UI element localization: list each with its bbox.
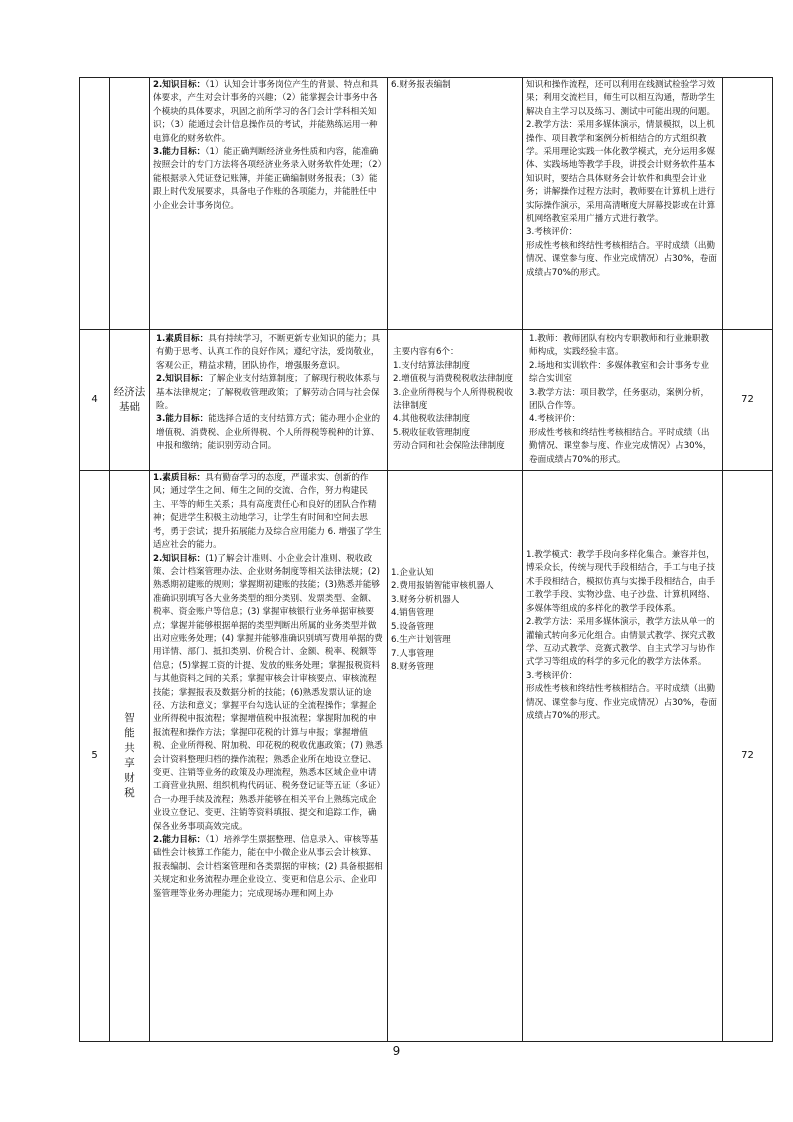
content-item: 8.财务管理 — [391, 661, 434, 672]
goal-item — [156, 333, 381, 373]
goal-text: （1）能正确判断经济业务性质和内容，能准确按照会计的专门方法将各项经济业务录入财务软件处理；（2）能根据录入凭证登记账簿，并能正确编制财务报表；（3）能跟上时代发展要求，具备电子作账的各项能力，并能胜任中小企业会计事务岗位。 — [153, 147, 382, 211]
goal-text: （1）培养学生票据整理、信息录入、审核等基础性会计核算工作能力，能在中小微企业从事云会计核算、报表编制、会计档案管理和各类票据的审核；(2) 具备根据相关规定和业务流程办理企业设立、变更和信息公示、企业印鉴管理等业务办理能力；完成现场办理和网上办 — [153, 835, 383, 899]
course-name: 经济法基础 — [110, 330, 150, 471]
goal-text: (1)了解会计准则、小企业会计准则、税收政策、会计档案管理办法、企业财务制度等相关法律法规；(2)熟悉期初建账的规则；掌握期初建账的技能；(3)熟悉并能够准确识别填写各大业务类型的细分类别、发票类型、金额、税率、资金账户等信息；(3) 掌握审核银行业务单据审核要点；掌握并能够根据单据的类型判断出所属的业务类型并做出对应账务处理；(4) 掌握并能够准确识别填写费用单据的费用详情、部门、抵扣类别、价税合计、金额、税率、税额等信息；(5)掌握工资的计提、发放的账务处理；掌握报税资料与其他资料之间的关系；掌握审核会计审核要点、审核流程技能；掌握报表及数据分析的技能；(6)熟悉发票认证的途径、方法和意义；掌握平台勾选认证的全流程操作；掌握企业所得税申报流程；掌握增值税申报流程；掌握附加税的申报流程和操作方法；掌握印花税的计算与申报；掌握增值税、企业所得税、附加税、印花税的税收优惠政策；(7) 熟悉会计资料整理归档的操作流程；熟悉企业所在地设立登记、变更、注销等业务的政策及办理流程，熟悉本区域企业申请工商营业执照、组织机构代码证、税务登记证等五证（多证）合一办理手续及流程；熟悉并能够在相关平台上熟练完成企业设立登记、变更、注销等资料填报、提交和追踪工作，确保各业务事项高效完成。 — [153, 553, 383, 832]
table-row — [80, 471, 773, 1042]
goals-cell — [150, 471, 388, 1042]
row-index — [80, 78, 110, 330]
content-item: 劳动合同和社会保险法律制度 — [393, 441, 505, 452]
content-item: 7.人事管理 — [391, 648, 434, 659]
goal-lead: 2.知识目标： — [156, 374, 209, 385]
content-item: 3.企业所得税与个人所得税税收法律制度 — [393, 387, 513, 412]
goal-item — [153, 834, 384, 901]
goal-text: （1）认知会计事务岗位产生的背景、特点和具体要求，产生对会计事务的兴趣；（2）能掌握会计事务中各个模块的具体要求，巩固之前所学习的各门会计学科相关知识；（3）能通过会计信息操作员的考试，并能熟练运用一种电算化的财务软件。 — [153, 80, 379, 144]
content-item: 3.财务分析机器人 — [391, 594, 460, 605]
goal-lead: 1.素质目标： — [153, 473, 206, 484]
row-index: 5 — [80, 471, 110, 1042]
table-row — [80, 78, 773, 330]
goal-item — [153, 472, 384, 552]
goal-lead: 2.知识目标： — [153, 553, 206, 564]
goal-text: 能选择合适的支付结算方式；能办理小企业的增值税、消费税、企业所得税、个人所得税等税种的计算、申报和缴纳；能识别劳动合同。 — [156, 414, 381, 452]
goal-item — [156, 413, 381, 453]
content-cell — [388, 78, 523, 330]
methods-cell: 知识和操作流程，还可以利用在线测试检验学习效果；利用交流栏目，师生可以相互沟通，帮助学生解决自主学习以及练习、测试中可能出现的问题。 2.教学方法：采用多媒体演示，情景模拟，以上机操作、项目教学和案例分析相结合的方式组织教学。采用理论实践一体化教学模式，充分运用多媒体、实践场地等教学手段，讲授会计财务软件基本知识时，要结合具体财务会计软件和典型会计业务；讲解操作过程方法时，教师要在计算机上进行实际操作演示，采用高清晰度大屏幕投影或在计算机网络教室采用广播方式进行教学。 3.考核评价： 形成性考核和终结性考核相结合。平时成绩（出勤情况、课堂参与度、作业完成情况）占30%，卷面成绩占70%的形式。 — [523, 78, 723, 330]
methods-cell: 1.教学模式：教学手段向多样化集合。兼容并包，博采众长，传统与现代手段相结合，手工与电子技术手段相结合，模拟仿真与实操手段相结合，由手工教学手段、实物沙盘、电子沙盘、计算机网络、多媒体等组成的多样化的教学手段体系。 2.教学方法：采用多媒体演示，教学方法从单一的灌输式转向多元化组合。由情景式教学、探究式教学、互动式教学、竞赛式教学、自主式学习与协作式学习等组成的科学的多元化的教学方法体系。 3.考核评价： 形成性考核和终结性考核相结合。平时成绩（出勤情况、课堂参与度、作业完成情况）占30%，卷面成绩占70%的形式。 — [523, 471, 723, 1042]
goal-lead: 1.素质目标： — [156, 334, 209, 344]
goal-item — [153, 146, 384, 213]
goal-text: 具有勤奋学习的态度，严谨求实、创新的作风；通过学生之间、师生之间的交流、合作，努力构建民主、平等的师生关系；具有高度责任心和良好的团队合作精神；促进学生积极主动地学习，让学生有时间和空间去思考，勇于尝试；提升拓展能力及综合应用能力 6. 增强了学生适应社会的能力。 — [153, 473, 382, 551]
goal-text: 具有持续学习，不断更新专业知识的能力；具有勤于思考、认真工作的良好作风；遵纪守法，爱岗敬业，客观公正，精益求精，团队协作，增强服务意识。 — [156, 334, 381, 371]
content-item: 6.生产计划管理 — [391, 635, 451, 646]
goal-item — [156, 373, 381, 413]
goal-lead: 3.能力目标： — [156, 414, 209, 425]
content-item: 2.费用报销智能审核机器人 — [391, 581, 494, 592]
hours-cell: 72 — [723, 330, 773, 471]
content-item: 主要内容有6个： — [393, 347, 459, 358]
methods-cell: 1.教师：教师团队有校内专职教师和行业兼职教师构成，实践经验丰富。 2.场地和实训软件：多媒体教室和会计事务专业综合实训室 3.教学方法：项目教学，任务驱动，案例分析，团队合作等。 4.考核评价： 形成性考核和终结性考核相结合。平时成绩（出勤情况、课堂参与度、作业完成情况）占30%，卷面成绩占70%的形式。 — [523, 330, 723, 471]
goals-cell — [150, 330, 388, 471]
content-item: 4.其他税收法律制度 — [393, 414, 470, 425]
content-item: 1.支付结算法律制度 — [393, 360, 470, 371]
curriculum-table — [79, 77, 772, 1035]
goal-lead: 2.能力目标： — [153, 835, 206, 846]
course-name — [110, 78, 150, 330]
goal-item — [153, 553, 384, 835]
content-item: 4.销售管理 — [391, 608, 434, 619]
table-row — [80, 330, 773, 471]
row-index: 4 — [80, 330, 110, 471]
content-item: 2.增值税与消费税税收法律制度 — [393, 374, 513, 385]
page-number: 9 — [392, 1044, 401, 1058]
hours-cell — [723, 78, 773, 330]
course-name: 智能共享财税 — [110, 471, 150, 1042]
goal-item — [153, 79, 384, 146]
content-cell — [388, 471, 523, 1042]
content-item: 1.企业认知 — [391, 568, 434, 579]
goal-lead: 3.能力目标： — [153, 147, 206, 158]
goals-cell — [150, 78, 388, 330]
content-item: 5.税收征收管理制度 — [393, 427, 470, 438]
content-item: 5.设备管理 — [391, 621, 434, 632]
goal-lead: 2.知识目标： — [153, 80, 206, 90]
content-item: 6.财务报表编制 — [391, 80, 451, 90]
hours-cell: 72 — [723, 471, 773, 1042]
goal-text: 了解企业支付结算制度；了解现行税收体系与基本法律规定；了解税收管理政策；了解劳动合同与社会保险。 — [156, 374, 381, 412]
content-cell — [388, 330, 523, 471]
